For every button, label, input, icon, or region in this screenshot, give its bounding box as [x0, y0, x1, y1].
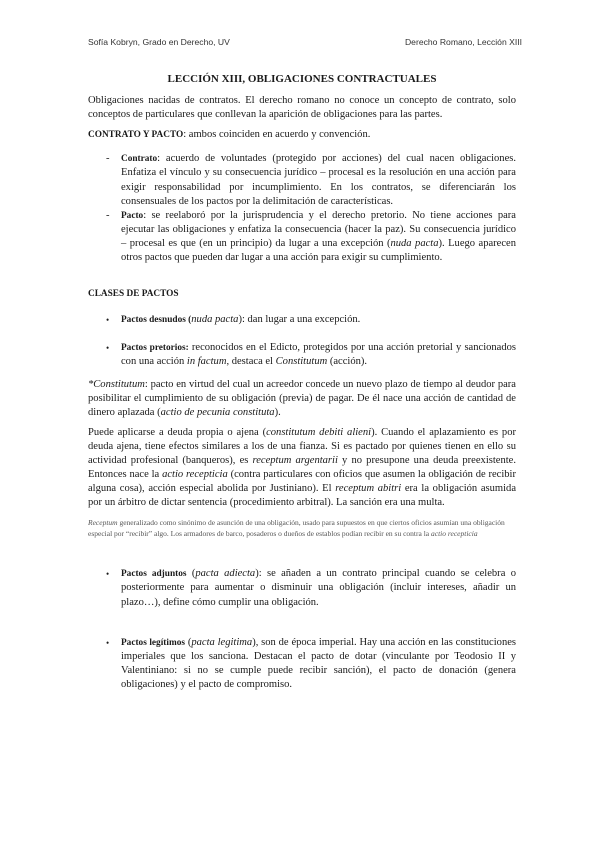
receptum-note	[88, 517, 516, 539]
desnudos-label: Pactos desnudos (	[121, 315, 192, 326]
clases-heading: CLASES DE PACTOS	[88, 289, 179, 300]
header-author: Sofía Kobryn, Grado en Derecho, UV	[88, 37, 230, 47]
desnudos-item	[88, 313, 516, 327]
pretorios-italic: in factum	[186, 356, 227, 368]
contrato-pacto-label: CONTRATO Y PACTO	[88, 130, 184, 141]
pretorios-text-2: , destaca el	[226, 356, 276, 368]
document-body	[88, 72, 516, 692]
deuda-italic-4: receptum abitri	[335, 483, 402, 495]
legitimos-item	[88, 636, 516, 692]
note-term: Receptum	[88, 518, 118, 528]
pretorios-italic-2: Constitutum	[275, 356, 328, 368]
contrato-pacto-paragraph	[88, 128, 516, 142]
pretorios-label: Pactos pretorios:	[121, 343, 189, 354]
dash-marker: -	[106, 153, 110, 165]
bullet-marker: •	[106, 343, 110, 354]
bullet-marker: •	[106, 637, 110, 648]
bullet-marker: •	[106, 315, 110, 326]
deuda-text-4: (contra particulares con oficios que asumen la obligación de recibir alguna cosa), acción especial abolida por Justiniano). El	[88, 469, 516, 495]
deuda-italic-3: actio recepticia	[162, 469, 228, 481]
pacto-italic: nuda pacta	[390, 237, 439, 249]
adjuntos-item	[88, 567, 516, 609]
contrato-text: : acuerdo de voluntades (protegido por acciones) del cual nacen obligaciones. Enfatiza el vínculo y su consecuencia jurídico – procesal es la resolución en una acción para exigir responsabilidad por incumplimiento. En los contratos, se diferenciarán los consensuales de los pactos por la delimitación de características.	[121, 153, 516, 207]
pretorios-text-3: (acción).	[327, 356, 368, 368]
pacto-label: Pacto	[121, 210, 144, 221]
deuda-text-3: y no presupone una deuda preexistente. Entonces nace la	[88, 454, 516, 481]
constitutum-text-end: ).	[274, 406, 281, 418]
contrato-label: Contrato	[121, 154, 158, 165]
contrato-pacto-text: : ambos coinciden en acuerdo y convención.	[183, 129, 371, 141]
deuda-text-5: era la obligación asumida por un árbitro de dictar sentencia (procedimiento arbitral). La sanción era una multa.	[88, 483, 517, 509]
header-course: Derecho Romano, Lección XIII	[404, 37, 522, 47]
constitutum-term: *Constitutum	[88, 378, 145, 390]
legitimos-paren: (	[184, 636, 192, 648]
page-title: LECCIÓN XIII, OBLIGACIONES CONTRACTUALES	[167, 73, 437, 85]
constitutum-paragraph	[88, 378, 516, 420]
deuda-paragraph	[88, 426, 516, 511]
adjuntos-label: Pactos adjuntos	[121, 569, 187, 580]
adjuntos-text: ): se añaden a un contrato principal cuando se celebra o posteriormente para aumentar o disminuir una obligación (incluir intereses, añadir un plazo…), define cómo cumplir una obligación.	[121, 568, 516, 608]
note-italic: actio recepticia	[431, 529, 478, 539]
deuda-text-2: ). Cuando el aplazamiento es por deuda ajena, tiene efectos similares a los de una fianza. Si es pactado por quienes tienen en ello su actividad profesional (banqueros), es	[88, 426, 516, 466]
pacto-text-end: ). Luego aparecen otros pactos que pueden dar lugar a una acción para exigir su cumplimiento.	[121, 237, 516, 264]
adjuntos-paren: (	[186, 568, 196, 580]
adjuntos-italic: pacta adiecta	[195, 568, 256, 580]
deuda-italic-1: constitutum debiti alieni	[266, 426, 372, 438]
pretorios-text: reconocidos en el Edicto, protegidos por una acción pretorial y sancionados con una acción	[121, 342, 516, 368]
desnudos-italic: nuda pacta	[191, 314, 239, 326]
legitimos-italic: pacta legitima	[191, 636, 253, 648]
deuda-italic-2: receptum argentarii	[252, 454, 338, 466]
bullet-marker: •	[106, 569, 110, 580]
pacto-item	[88, 209, 516, 265]
constitutum-italic: actio de pecunia constituta	[160, 406, 275, 418]
desnudos-text: ): dan lugar a una excepción.	[238, 314, 361, 326]
dash-marker: -	[106, 209, 110, 221]
constitutum-text: : pacto en virtud del cual un acreedor concede un nuevo plazo de tiempo al deudor para posibilitar el cumplimiento de su obligación (previa) de pagar. De él nace una acción de cantidad de dinero aplazada (	[88, 378, 516, 418]
intro-paragraph: Obligaciones nacidas de contratos. El derecho romano no conoce un concepto de contrato, solo conceptos de particulares que conllevan la aparición de obligaciones para las partes.	[88, 95, 516, 121]
contrato-item	[88, 152, 516, 208]
legitimos-text: ), son de época imperial. Hay una acción en las constituciones imperiales que los sanciona. Destacan el pacto de dotar (vinculante por Teodosio II y Valentiniano: si no se cumple puede recibir sanción), el pacto de donación (genera obligaciones) y el pacto de compromiso.	[121, 636, 517, 690]
pretorios-item	[88, 341, 516, 369]
legitimos-label: Pactos legítimos	[121, 637, 185, 648]
note-text: generalizado como sinónimo de asunción de una obligación, usado para supuestos en que ciertos oficios asumían una obligación especial por “recibir” algo. Los armadores de barco, posaderos o dueños de establos podían recibir en su contra la	[88, 518, 505, 539]
deuda-text-1: Puede aplicarse a deuda propia o ajena (	[88, 426, 267, 438]
pacto-text: : se reelaboró por la jurisprudencia y el derecho pretorio. No tiene acciones para ejecutar las obligaciones y enfatiza la consecuencia (hacer la paz). Su consecuencia jurídico – procesal es que (en un principio) da lugar a una excepción (	[121, 209, 516, 249]
